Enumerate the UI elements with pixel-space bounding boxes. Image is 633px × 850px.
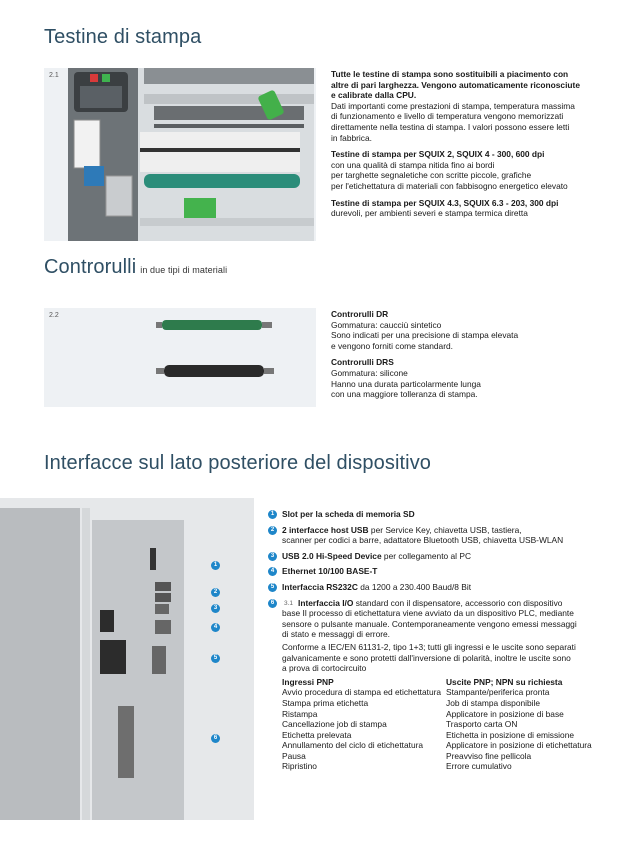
input-item: Ristampa: [282, 708, 318, 719]
printhead-type-line: per l'etichettatura di materiali con fabbisogno energetico elevato: [331, 180, 568, 191]
input-item: Stampa prima etichetta: [282, 697, 369, 708]
callout-number: 6: [268, 599, 277, 608]
roller-drs-line: con una maggiore tolleranza di stampa.: [331, 389, 478, 400]
output-item: Preavviso fine pellicola: [446, 750, 532, 761]
printhead-figure: [44, 68, 316, 241]
output-item: Job di stampa disponibile: [446, 697, 541, 708]
interface-item: [268, 598, 613, 640]
conformity-line: a prova di cortocircuito: [282, 663, 367, 674]
interface-name: Ethernet 10/100 BASE-T: [282, 566, 378, 577]
callout-1: 1: [211, 561, 220, 570]
callout-4: 4: [211, 623, 220, 632]
interface-name: Slot per la scheda di memoria SD: [282, 509, 415, 519]
rollers-title-text: Controrulli: [44, 256, 137, 278]
interface-item: [268, 551, 613, 562]
printhead-type-title: Testine di stampa per SQUIX 4.3, SQUIX 6.3 - 203, 300 dpi: [331, 197, 559, 208]
roller-dr-line: Sono indicati per una precisione di stampa elevata: [331, 330, 519, 341]
interface-detail: scanner per codici a barre, adattatore Bluetooth USB, chiavetta USB-WLAN: [282, 535, 564, 546]
rear-panel-figure: [0, 498, 254, 820]
input-item: Avvio procedura di stampa ed etichettatura: [282, 687, 442, 698]
callout-number: 4: [268, 567, 277, 576]
intro-bold-line: altre di pari larghezza. Vengono automaticamente riconosciute: [331, 79, 580, 90]
intro-bold-line: Tutte le testine di stampa sono sostituibili a piacimento con: [331, 69, 569, 79]
roller-dr-line: Gommatura: caucciù sintetico: [331, 319, 442, 330]
output-item: Stampante/periferica pronta: [446, 687, 550, 698]
conformity-text: [268, 642, 613, 772]
rollers-title: [44, 256, 227, 279]
output-item: Errore cumulativo: [446, 761, 512, 772]
outputs-column: [446, 677, 610, 772]
interface-detail: sensore o pulsante manuale. Contemporaneamente vengono emessi messaggi: [282, 618, 577, 629]
interface-name: Interfaccia RS232C: [282, 581, 358, 592]
interface-item: [268, 525, 613, 546]
input-item: Cancellazione job di stampa: [282, 719, 387, 730]
interface-detail: per collegamento al PC: [381, 550, 471, 561]
callout-number: 5: [268, 583, 277, 592]
intro-line: di funzionamento e livello di temperatura vengono memorizzati: [331, 111, 564, 122]
output-item: Applicatore in posizione di base: [446, 708, 564, 719]
interface-detail: standard con il dispensatore, accessorio con dispositivo: [353, 597, 563, 608]
printheads-title: Testine di stampa: [44, 26, 202, 48]
input-item: Pausa: [282, 750, 306, 761]
figure-number: 2.2: [49, 312, 59, 319]
interface-detail: base Il processo di etichettatura viene avviato da un dispositivo PLC, mediante: [282, 608, 574, 619]
printhead-type-line: durevoli, per ambienti severi e stampa termica diretta: [331, 208, 528, 219]
conformity-line: Conforme a IEC/EN 61131-2, tipo 1+3; tutti gli ingressi e le uscite sono separati: [282, 641, 576, 652]
callout-5: 5: [211, 654, 220, 663]
output-item: Etichetta in posizione di emissione: [446, 729, 575, 740]
io-columns: [282, 677, 613, 772]
input-item: Annullamento del ciclo di etichettatura: [282, 740, 424, 751]
roller-drs-title: Controrulli DRS: [331, 357, 394, 368]
printhead-type-line: per targhette segnaletiche con scritte piccole, grafiche: [331, 170, 532, 181]
interface-item: [268, 582, 613, 593]
input-item: Etichetta prelevata: [282, 729, 352, 740]
printhead-type-line: con una qualità di stampa nitida fino ai bordi: [331, 159, 495, 170]
callout-6: 6: [211, 734, 220, 743]
interface-name: Interfaccia I/O: [298, 597, 354, 608]
roller-drs-line: Hanno una durata particolarmente lunga: [331, 378, 481, 389]
interfaces-list: [268, 509, 613, 772]
figure-number: 3.1: [284, 599, 294, 607]
rollers-figure: [44, 308, 316, 407]
rollers-description: [331, 309, 621, 406]
interface-detail: per Service Key, chiavetta USB, tastiera,: [368, 524, 522, 535]
inputs-column: [282, 677, 446, 772]
interface-item: [268, 509, 613, 520]
printhead-description: [331, 69, 621, 225]
printhead-type-title: Testine di stampa per SQUIX 2, SQUIX 4 - 300, 600 dpi: [331, 149, 545, 160]
interfaces-title: Interfacce sul lato posteriore del dispositivo: [44, 452, 432, 474]
callout-number: 1: [268, 510, 277, 519]
interface-detail: di stato e messaggi di errore.: [282, 629, 390, 640]
callout-2: 2: [211, 588, 220, 597]
intro-line: Dati importanti come prestazioni di stampa, temperatura massima: [331, 100, 575, 111]
intro-line: in fabbrica.: [331, 132, 372, 143]
rollers-subtitle: in due tipi di materiali: [140, 265, 228, 275]
input-item: Ripristino: [282, 761, 317, 772]
roller-dr-title: Controrulli DR: [331, 309, 389, 319]
roller-drs-line: Gommatura: silicone: [331, 367, 408, 378]
intro-bold-line: e calibrate dalla CPU.: [331, 90, 417, 101]
interface-name: USB 2.0 Hi-Speed Device: [282, 550, 382, 561]
interface-item: [268, 566, 613, 577]
interface-name: 2 interfacce host USB: [282, 524, 369, 535]
callout-3: 3: [211, 604, 220, 613]
rollers-photo: [44, 308, 316, 407]
callout-number: 3: [268, 552, 277, 561]
conformity-line: galvanicamente e sono protetti dall'inversione di polarità, inoltre le uscite sono: [282, 652, 571, 663]
roller-dr-line: e vengono forniti come standard.: [331, 340, 453, 351]
printer-printhead-photo: [44, 68, 316, 241]
figure-number: 2.1: [49, 72, 59, 79]
interface-detail: da 1200 a 230.400 Baud/8 Bit: [357, 581, 472, 592]
output-item: Trasporto carta ON: [446, 719, 518, 730]
intro-line: direttamente nella testina di stampa. I valori possono essere letti: [331, 121, 570, 132]
callout-number: 2: [268, 526, 277, 535]
output-item: Applicatore in posizione di etichettatura: [446, 740, 592, 751]
inputs-title: Ingressi PNP: [282, 676, 334, 687]
outputs-title: Uscite PNP; NPN su richiesta: [446, 676, 563, 687]
